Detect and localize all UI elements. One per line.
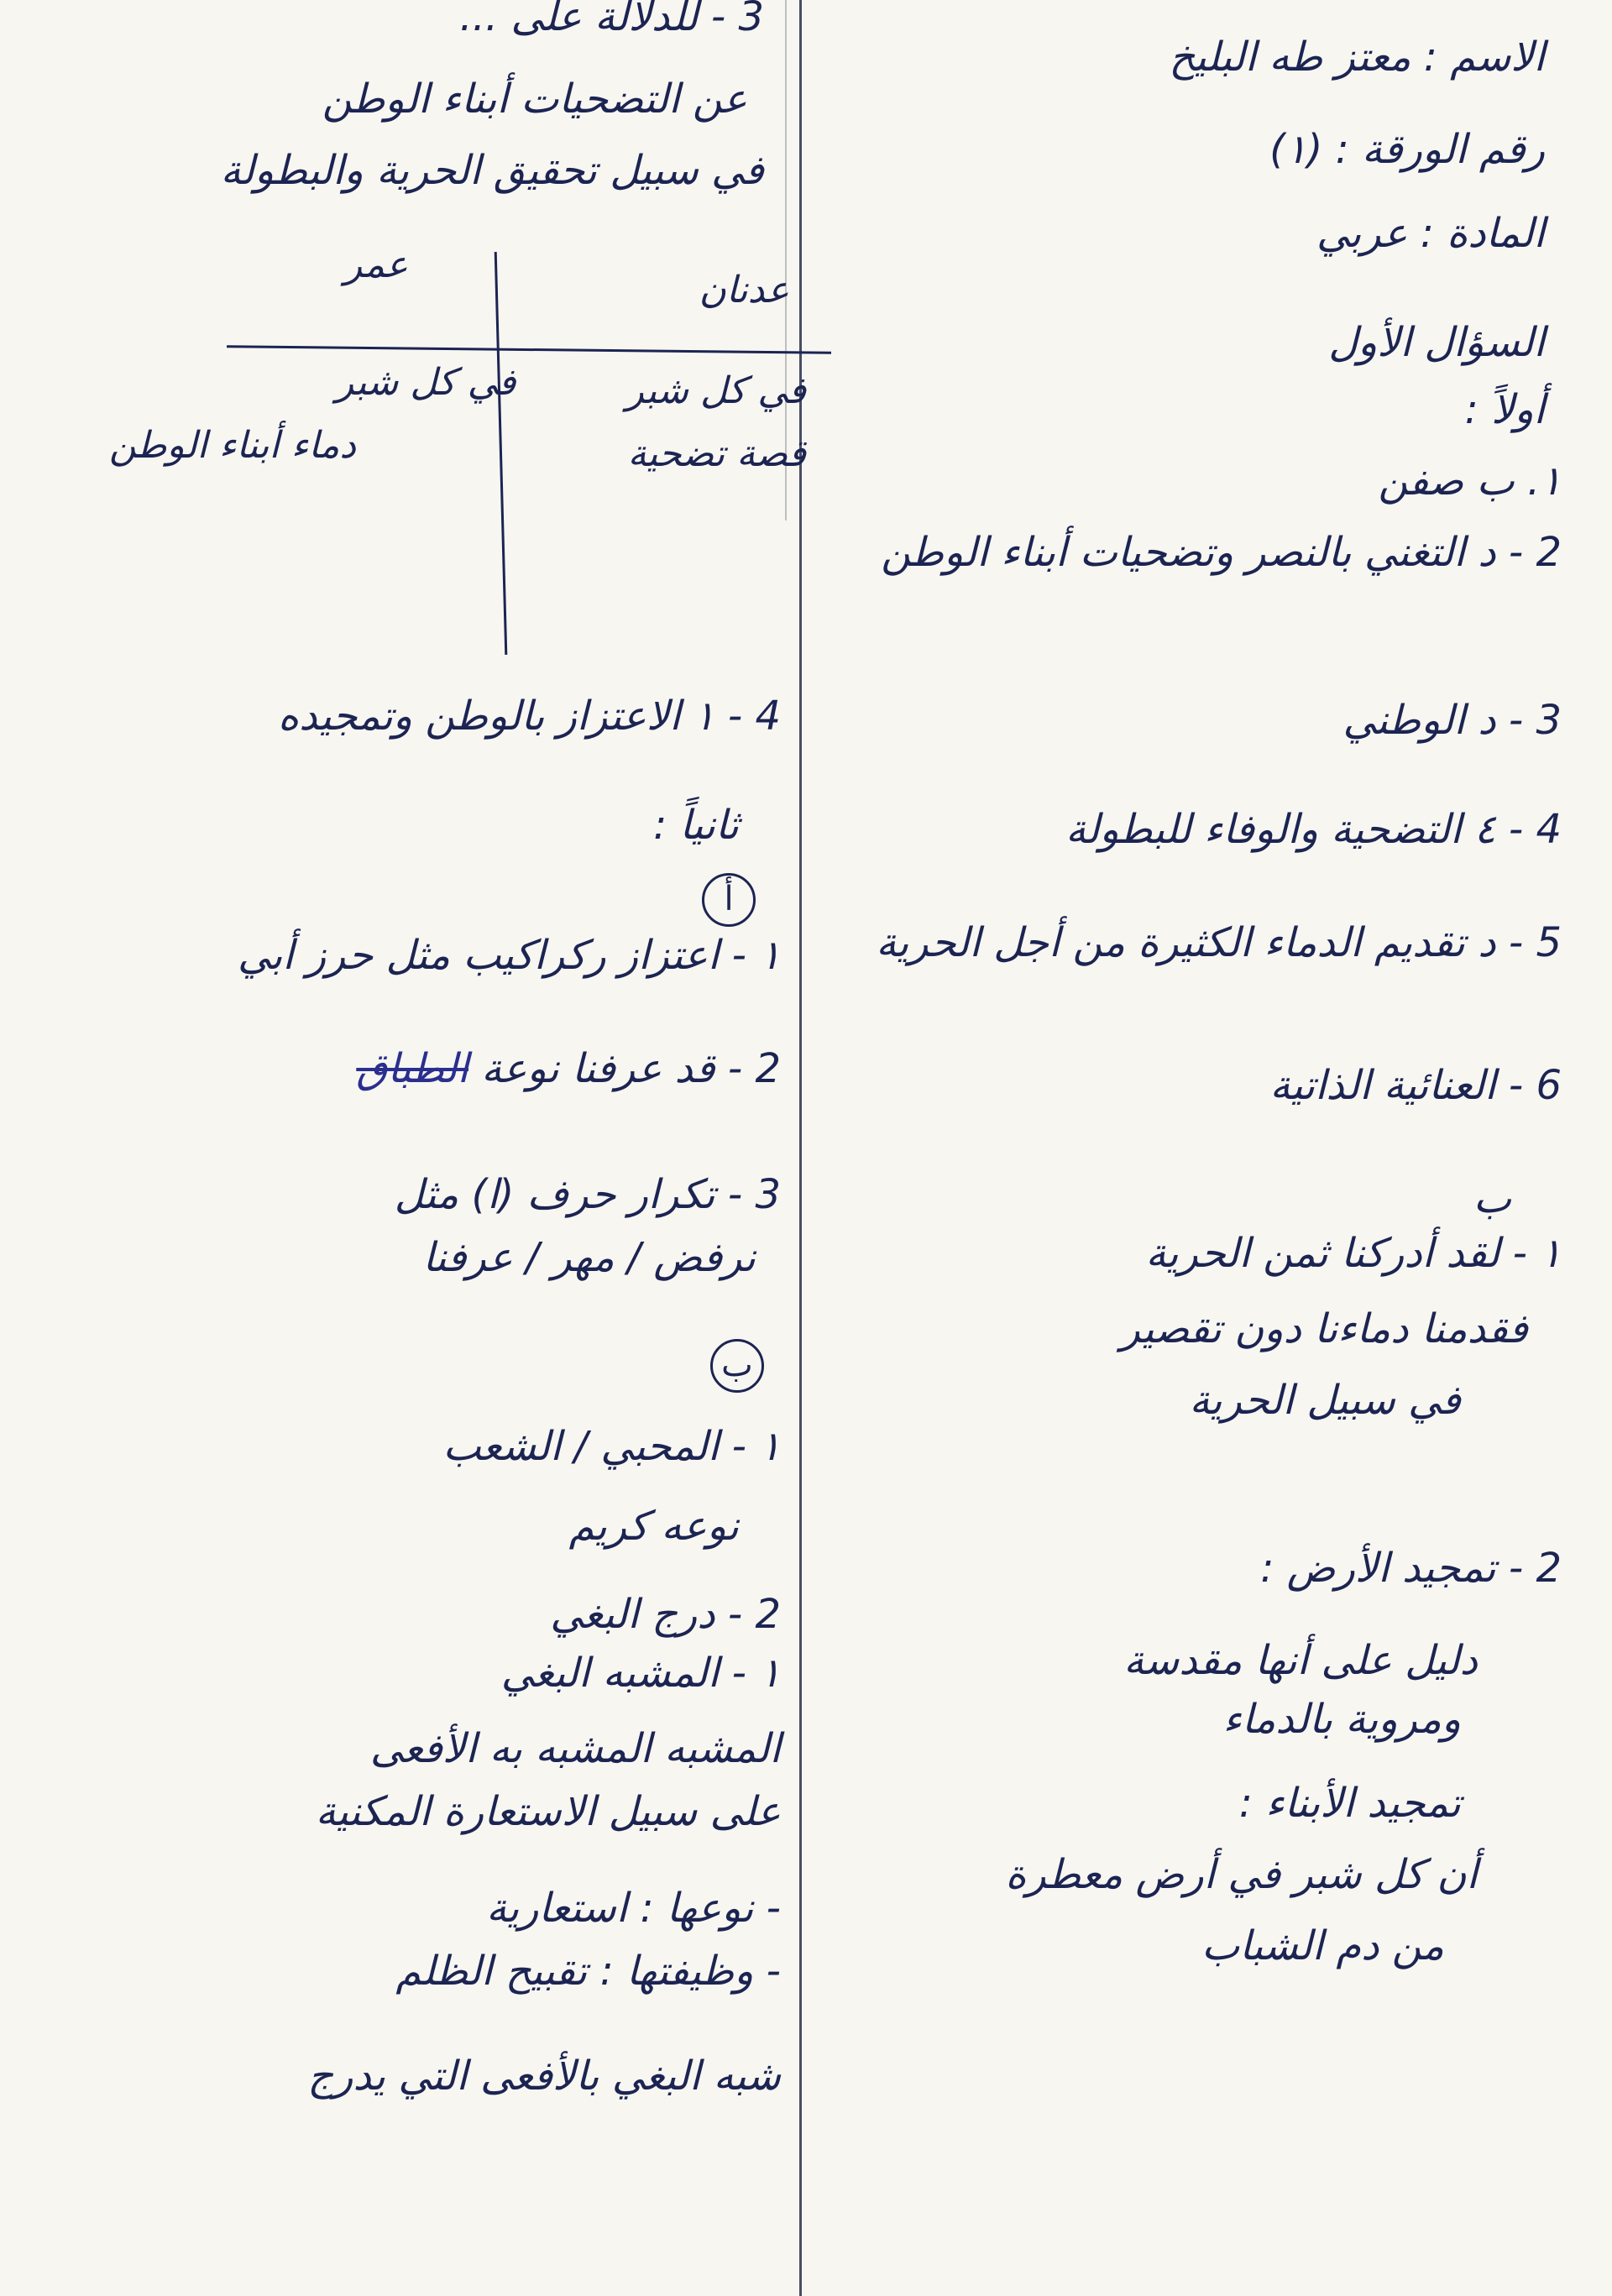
- comparison-table: [109, 235, 831, 655]
- table-header-rule: [227, 345, 831, 354]
- answer-2: 2 - د التغني بالنصر وتضحيات أبناء الوطن: [881, 529, 1562, 576]
- b2-line-6: من دم الشباب: [1201, 1922, 1444, 1969]
- answer-4: 4 - ٤ التضحية والوفاء للبطولة: [1065, 806, 1562, 853]
- b2-line-1: 2 - تمجيد الأرض :: [1260, 1545, 1562, 1592]
- b2-line-5: أن كل شبر في أرض معطرة: [1005, 1851, 1478, 1898]
- left-p2: 2 - درج البغي: [550, 1591, 781, 1638]
- b2-line-2: دليل على أنها مقدسة: [1123, 1637, 1478, 1684]
- top-line-2: عن التضحيات أبناء الوطن: [322, 76, 747, 123]
- left-p7: - وظيفتها : تقبيح الظلم: [395, 1948, 781, 1995]
- sheet-number: رقم الورقة : (١): [1269, 126, 1545, 173]
- left-p8: شبه البغي بالأفعى التي يدرج: [307, 2053, 781, 2100]
- left-s1: ١ - اعتزاز ركراكيب مثل حرز أبي: [237, 932, 781, 979]
- second-section-label: ثانياً :: [653, 802, 739, 849]
- b1-line-2: فقدمنا دماءنا دون تقصير: [1120, 1305, 1528, 1352]
- table-column-rule: [495, 252, 508, 655]
- first-section-label: أولاً :: [1464, 386, 1545, 433]
- left-answer-4: 4 - ١ الاعتزاز بالوطن وتمجيده: [277, 693, 781, 740]
- table-cell-left-2: دماء أبناء الوطن: [109, 424, 356, 467]
- answer-6: 6 - العنائية الذاتية: [1269, 1062, 1562, 1109]
- student-name: الاسم : معتز طه البليخ: [1169, 34, 1545, 81]
- left-s2-text: 2 - قد عرفنا نوعة: [481, 1045, 781, 1092]
- table-cell-right-1: في كل شبر: [625, 369, 806, 412]
- left-s2-struck: الطباق: [356, 1045, 468, 1092]
- left-p5: على سبيل الاستعارة المكنية: [315, 1788, 781, 1835]
- subject-line: المادة : عربي: [1316, 210, 1545, 257]
- top-line-1: 3 - للدلالة على ...: [459, 0, 764, 40]
- left-p6: - نوعها : استعارية: [486, 1885, 781, 1932]
- section-b-label: ب: [1473, 1175, 1511, 1222]
- left-p3: ١ - المشبه البغي: [500, 1650, 781, 1697]
- question-one-title: السؤال الأول: [1328, 319, 1545, 366]
- circle-b-mark: ب: [710, 1339, 764, 1393]
- answer-1: ١. ب صفن: [1378, 458, 1562, 505]
- table-head-left: عمر: [344, 243, 408, 286]
- left-s3-a: 3 - تكرار حرف (ا) مثل: [394, 1171, 781, 1218]
- table-head-right: عدنان: [699, 269, 789, 311]
- b1-line-1: ١ - لقد أدركنا ثمن الحرية: [1145, 1230, 1562, 1277]
- table-cell-left-1: في كل شبر: [336, 361, 516, 404]
- answer-5: 5 - د تقديم الدماء الكثيرة من أجل الحرية: [876, 919, 1562, 966]
- left-p1-b: نوعه كريم: [568, 1503, 739, 1550]
- left-s3-b: نرفض / مهر / عرفنا: [422, 1234, 756, 1281]
- circle-a-mark: أ: [702, 873, 756, 927]
- b2-line-3: ومروية بالدماء: [1222, 1696, 1461, 1743]
- circle-a: [702, 873, 756, 927]
- left-p1-a: ١ - المحبي / الشعب: [442, 1423, 781, 1470]
- left-s2: [356, 1045, 781, 1094]
- top-line-3: في سبيل تحقيق الحرية والبطولة: [220, 147, 764, 194]
- b2-line-4: تمجيد الأبناء :: [1238, 1780, 1461, 1827]
- circle-b: [710, 1339, 764, 1393]
- answer-3: 3 - د الوطني: [1342, 697, 1562, 744]
- table-cell-right-2: قصة تضحية: [627, 432, 806, 475]
- b1-line-3: في سبيل الحرية: [1189, 1377, 1461, 1424]
- left-p4: المشبه المشبه به الأفعى: [369, 1725, 781, 1772]
